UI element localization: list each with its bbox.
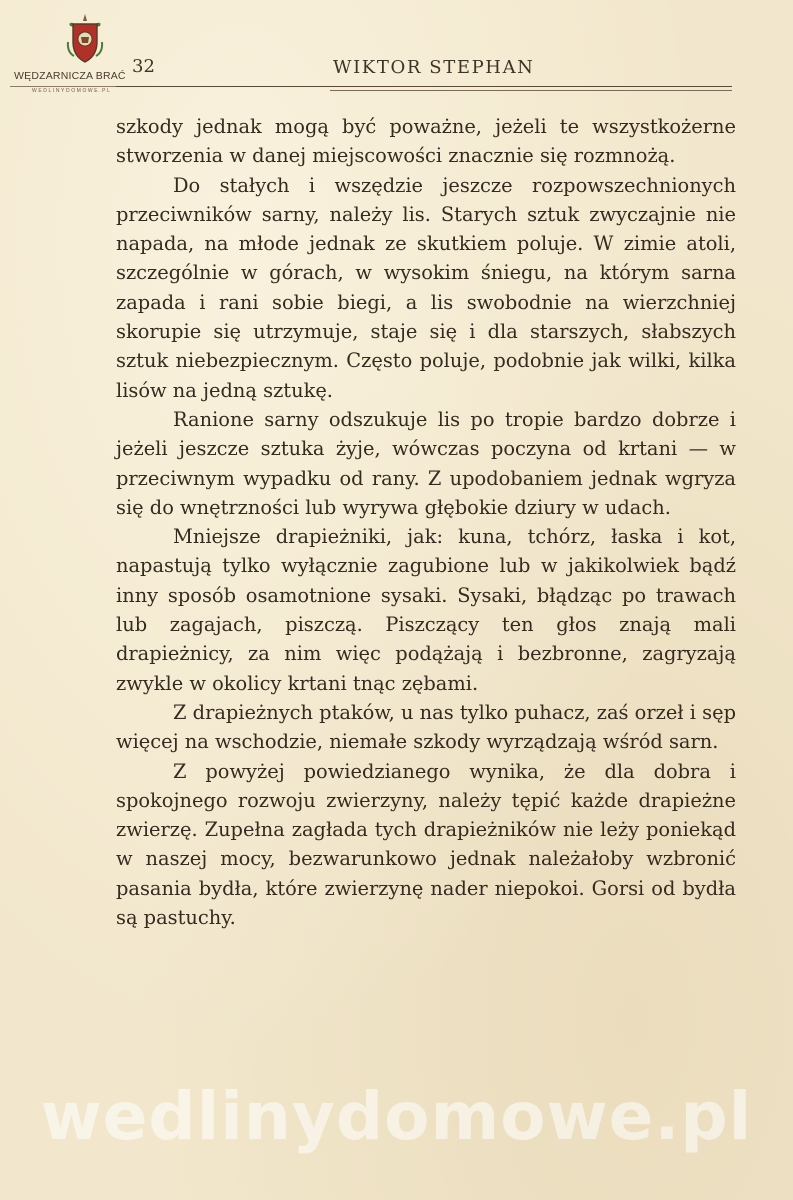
paragraph-4: Mniejsze drapieżniki, jak: kuna, tchórz, łaska i kot, napastują tylko wyłącznie zagubione lub w jakikolwiek bądź inny sposób osamotnione sysaki. Sysaki, błądząc po trawach lub zagajach, piszczą. Piszczący ten głos znają mali drapieżnicy, za nim więc podążają i bezbronne, zagryzają zwykle w okolicy krtani tnąc zębami. — [116, 525, 736, 695]
paragraph-2: Do stałych i wszędzie jeszcze rozpowszechnionych przeciwników sarny, należy lis. Starych sztuk zwyczajnie nie napada, na młode jednak ze skutkiem poluje. W zimie atoli, szczególnie w górach, w wysokim śniegu, na którym sarna zapada i rani sobie biegi, a lis swobodnie na wierzchniej skorupie się utrzymuje, staje się i dla starszych, słabszych sztuk niebezpiecznym. Często poluje, podobnie jak wilki, kilka lisów na jedną sztukę. — [116, 173, 736, 402]
paragraph-5: Z drapieżnych ptaków, u nas tylko puhacz, zaś orzeł i sęp więcej na wschodzie, niemałe szkody wyrządzają wśród sarn. — [116, 700, 736, 754]
logo-divider — [10, 86, 130, 87]
paragraph-1: szkody jednak mogą być poważne, jeżeli te wszystkożerne stworzenia w danej miejscowości znacznie się rozmnożą. — [116, 115, 736, 168]
site-logo[interactable] — [14, 8, 139, 98]
watermark: wedlinydomowe.pl — [40, 1078, 753, 1155]
paragraph-3: Ranione sarny odszukuje lis po tropie bardzo dobrze i jeżeli jeszcze sztuka żyje, wówczas poczyna od krtani — w przeciwnym wypadku od rany. Z upodobaniem jednak wgryza się do wnętrzności lub wyrywa głębokie dziury w udach. — [116, 407, 736, 519]
logo-title: WĘDZARNICZA BRAĆ — [14, 70, 126, 82]
header-rule — [116, 86, 732, 87]
crest-icon — [64, 12, 106, 64]
paragraph-6: Z powyżej powiedzianego wynika, że dla dobra i spokojnego rozwoju zwierzyny, należy tępić każde drapieżne zwierzę. Zupełna zagłada tych drapieżników nie leży poniekąd w naszej mocy, bezwarunkowo jednak należałoby wzbronić pasania bydła, które zwierzynę nader niepokoi. Gorsi od bydła są pastuchy. — [116, 759, 736, 930]
running-head: WIKTOR STEPHAN — [333, 57, 535, 78]
logo-subtitle: WEDLINYDOMOWE.PL — [32, 88, 112, 94]
header-rule-secondary — [330, 90, 732, 91]
body-text — [116, 112, 736, 932]
page-number: 32 — [132, 56, 155, 77]
